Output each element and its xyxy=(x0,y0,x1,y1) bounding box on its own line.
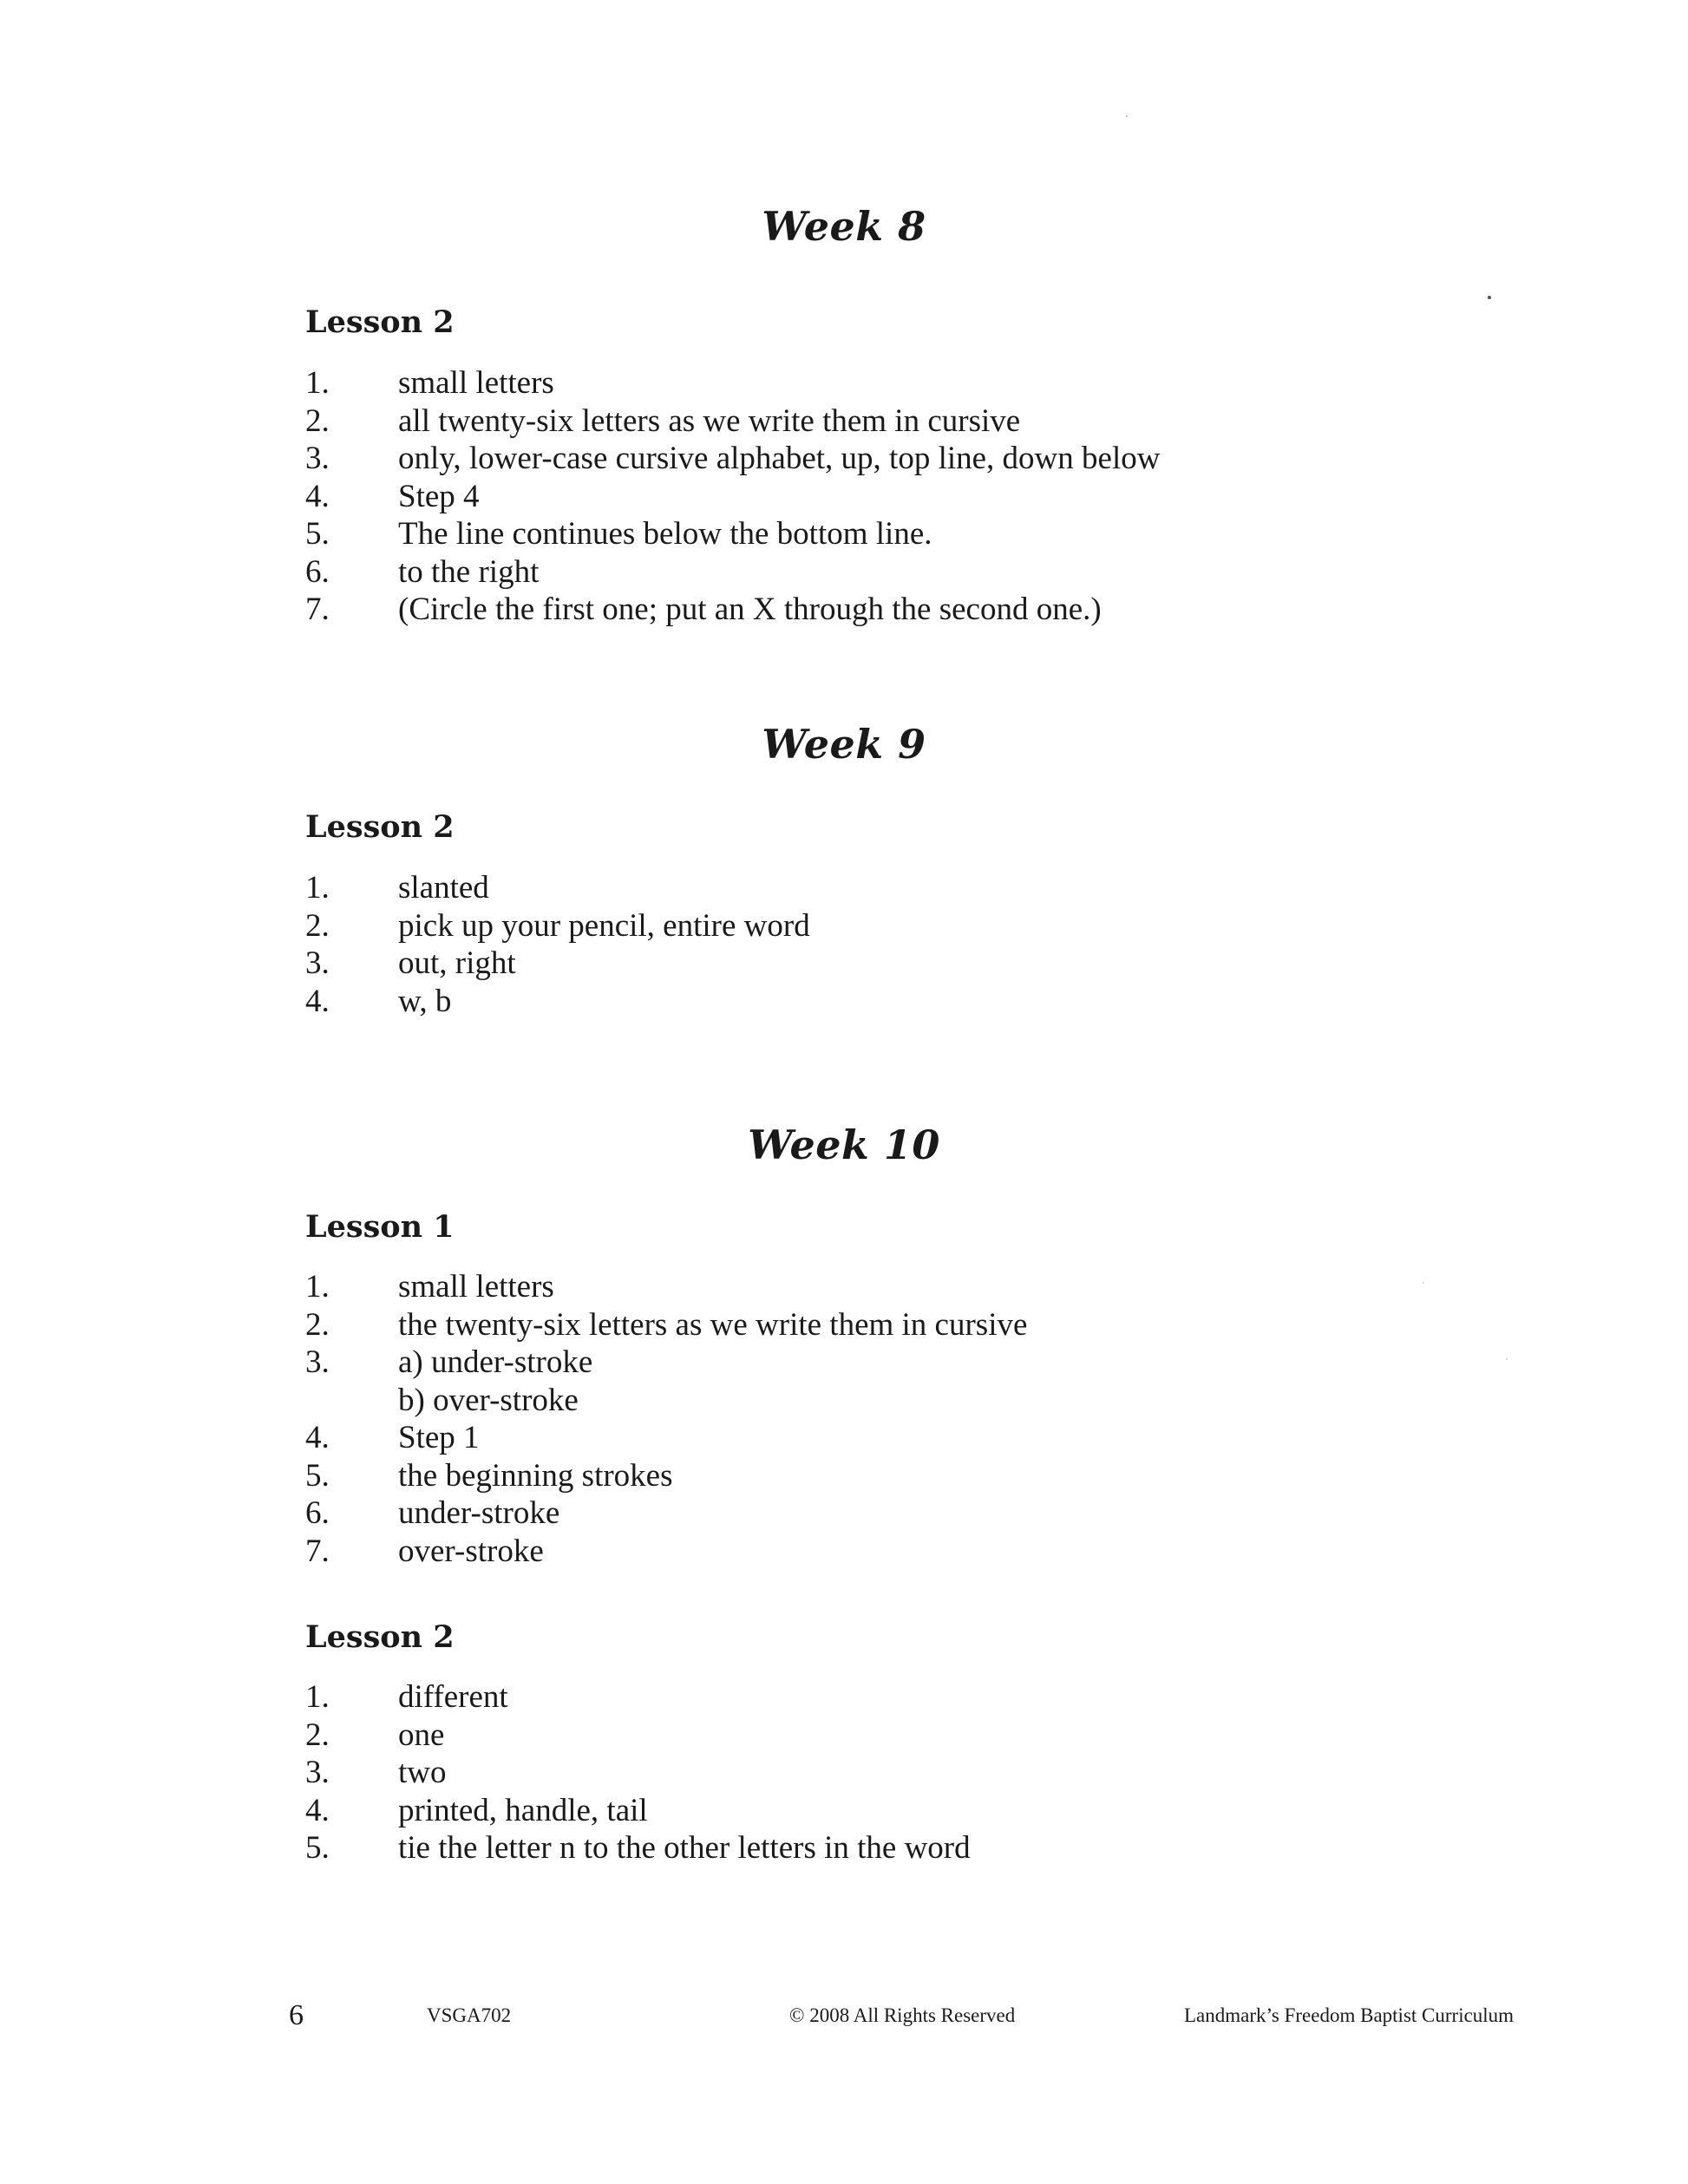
answer-item xyxy=(305,402,1160,441)
answer-number: 4. xyxy=(305,983,330,1019)
answer-number: 6. xyxy=(305,553,330,590)
lesson-heading: Lesson 2 xyxy=(305,809,455,845)
answer-text: pick up your pencil, entire word xyxy=(398,907,810,944)
answer-item xyxy=(305,1268,1027,1306)
answer-number: 1. xyxy=(305,365,330,401)
answer-item xyxy=(305,1306,1027,1344)
publisher-name: Landmark’s Freedom Baptist Curriculum xyxy=(1184,2004,1515,2026)
answer-text: w, b xyxy=(398,983,452,1019)
answer-item xyxy=(305,1678,971,1716)
answer-text: different xyxy=(398,1679,508,1715)
answer-item xyxy=(305,1792,971,1830)
answer-text: under-stroke xyxy=(398,1495,560,1531)
answer-item xyxy=(305,1829,971,1867)
answer-list xyxy=(305,364,1160,629)
answer-number: 4. xyxy=(305,1792,330,1828)
answer-item xyxy=(305,515,1160,553)
answer-number: 6. xyxy=(305,1495,330,1531)
answer-number: 2. xyxy=(305,907,330,944)
lesson-heading: Lesson 2 xyxy=(305,1619,455,1655)
answer-text: printed, handle, tail xyxy=(398,1792,648,1828)
answer-item xyxy=(305,945,810,983)
answer-number: 1. xyxy=(305,1679,330,1715)
answer-number: 2. xyxy=(305,1306,330,1343)
answer-text: only, lower-case cursive alphabet, up, top line, down below xyxy=(398,441,1161,476)
answer-text: one xyxy=(398,1716,445,1753)
answer-number: 3. xyxy=(305,1755,330,1790)
lesson-heading: Lesson 2 xyxy=(305,304,455,340)
answer-item xyxy=(305,478,1160,516)
document-code: VSGA702 xyxy=(427,2004,512,2026)
answer-number: 7. xyxy=(305,592,330,627)
answer-text: b) over-stroke xyxy=(398,1382,579,1418)
answer-text: small letters xyxy=(398,1269,554,1305)
week-heading: Week 9 xyxy=(762,721,926,768)
answer-text: tie the letter n to the other letters in the word xyxy=(398,1830,971,1866)
answer-text: a) under-stroke xyxy=(398,1344,593,1380)
answer-number: 3. xyxy=(305,1344,330,1380)
answer-text: the twenty-six letters as we write them in cursive xyxy=(398,1306,1028,1343)
answer-item xyxy=(305,1457,1027,1495)
answer-item xyxy=(305,553,1160,592)
answer-text: (Circle the first one; put an X through the second one.) xyxy=(398,592,1102,627)
answer-number: 5. xyxy=(305,1830,330,1866)
answer-text: two xyxy=(398,1755,447,1790)
answer-item xyxy=(305,1344,1027,1382)
lesson-heading: Lesson 1 xyxy=(305,1209,455,1245)
answer-item xyxy=(305,591,1160,629)
answer-list xyxy=(305,869,810,1020)
week-heading: Week 10 xyxy=(748,1121,940,1168)
answer-item xyxy=(305,907,810,945)
scan-speck xyxy=(1423,1282,1424,1284)
answer-item xyxy=(305,440,1160,478)
answer-item xyxy=(305,1419,1027,1457)
answer-list xyxy=(305,1268,1027,1570)
answer-item xyxy=(305,983,810,1021)
answer-text: over-stroke xyxy=(398,1533,544,1569)
answer-number: 3. xyxy=(305,945,330,981)
answer-number: 2. xyxy=(305,402,330,439)
answer-item xyxy=(305,364,1160,402)
answer-number: 5. xyxy=(305,516,330,552)
answer-text: slanted xyxy=(398,870,489,906)
answer-text: out, right xyxy=(398,945,516,981)
answer-number: 4. xyxy=(305,478,330,514)
answer-text: The line continues below the bottom line. xyxy=(398,516,932,552)
answer-number: 7. xyxy=(305,1533,330,1569)
page-number: 6 xyxy=(289,1999,304,2031)
scan-speck xyxy=(1506,1358,1508,1360)
answer-item xyxy=(305,1754,971,1792)
answer-text: Step 4 xyxy=(398,478,480,514)
answer-item xyxy=(305,1382,1027,1420)
answer-text: small letters xyxy=(398,365,554,401)
scan-speck xyxy=(1126,115,1128,117)
answer-item xyxy=(305,1533,1027,1571)
answer-number: 2. xyxy=(305,1716,330,1753)
answer-text: to the right xyxy=(398,553,540,590)
answer-text: Step 1 xyxy=(398,1420,480,1455)
answer-item xyxy=(305,1716,971,1755)
week-heading: Week 8 xyxy=(762,203,926,250)
answer-text: all twenty-six letters as we write them in cursive xyxy=(398,402,1021,439)
answer-item xyxy=(305,1494,1027,1533)
answer-item xyxy=(305,869,810,907)
answer-number: 4. xyxy=(305,1420,330,1455)
copyright-notice: © 2008 All Rights Reserved xyxy=(789,2004,1016,2026)
answer-number: 5. xyxy=(305,1457,330,1494)
answer-list xyxy=(305,1678,971,1867)
answer-number: 3. xyxy=(305,441,330,476)
answer-number: 1. xyxy=(305,870,330,906)
answer-text: the beginning strokes xyxy=(398,1457,673,1494)
answer-number: 1. xyxy=(305,1269,330,1305)
answer-number xyxy=(305,1382,398,1420)
scan-speck xyxy=(1488,296,1491,299)
